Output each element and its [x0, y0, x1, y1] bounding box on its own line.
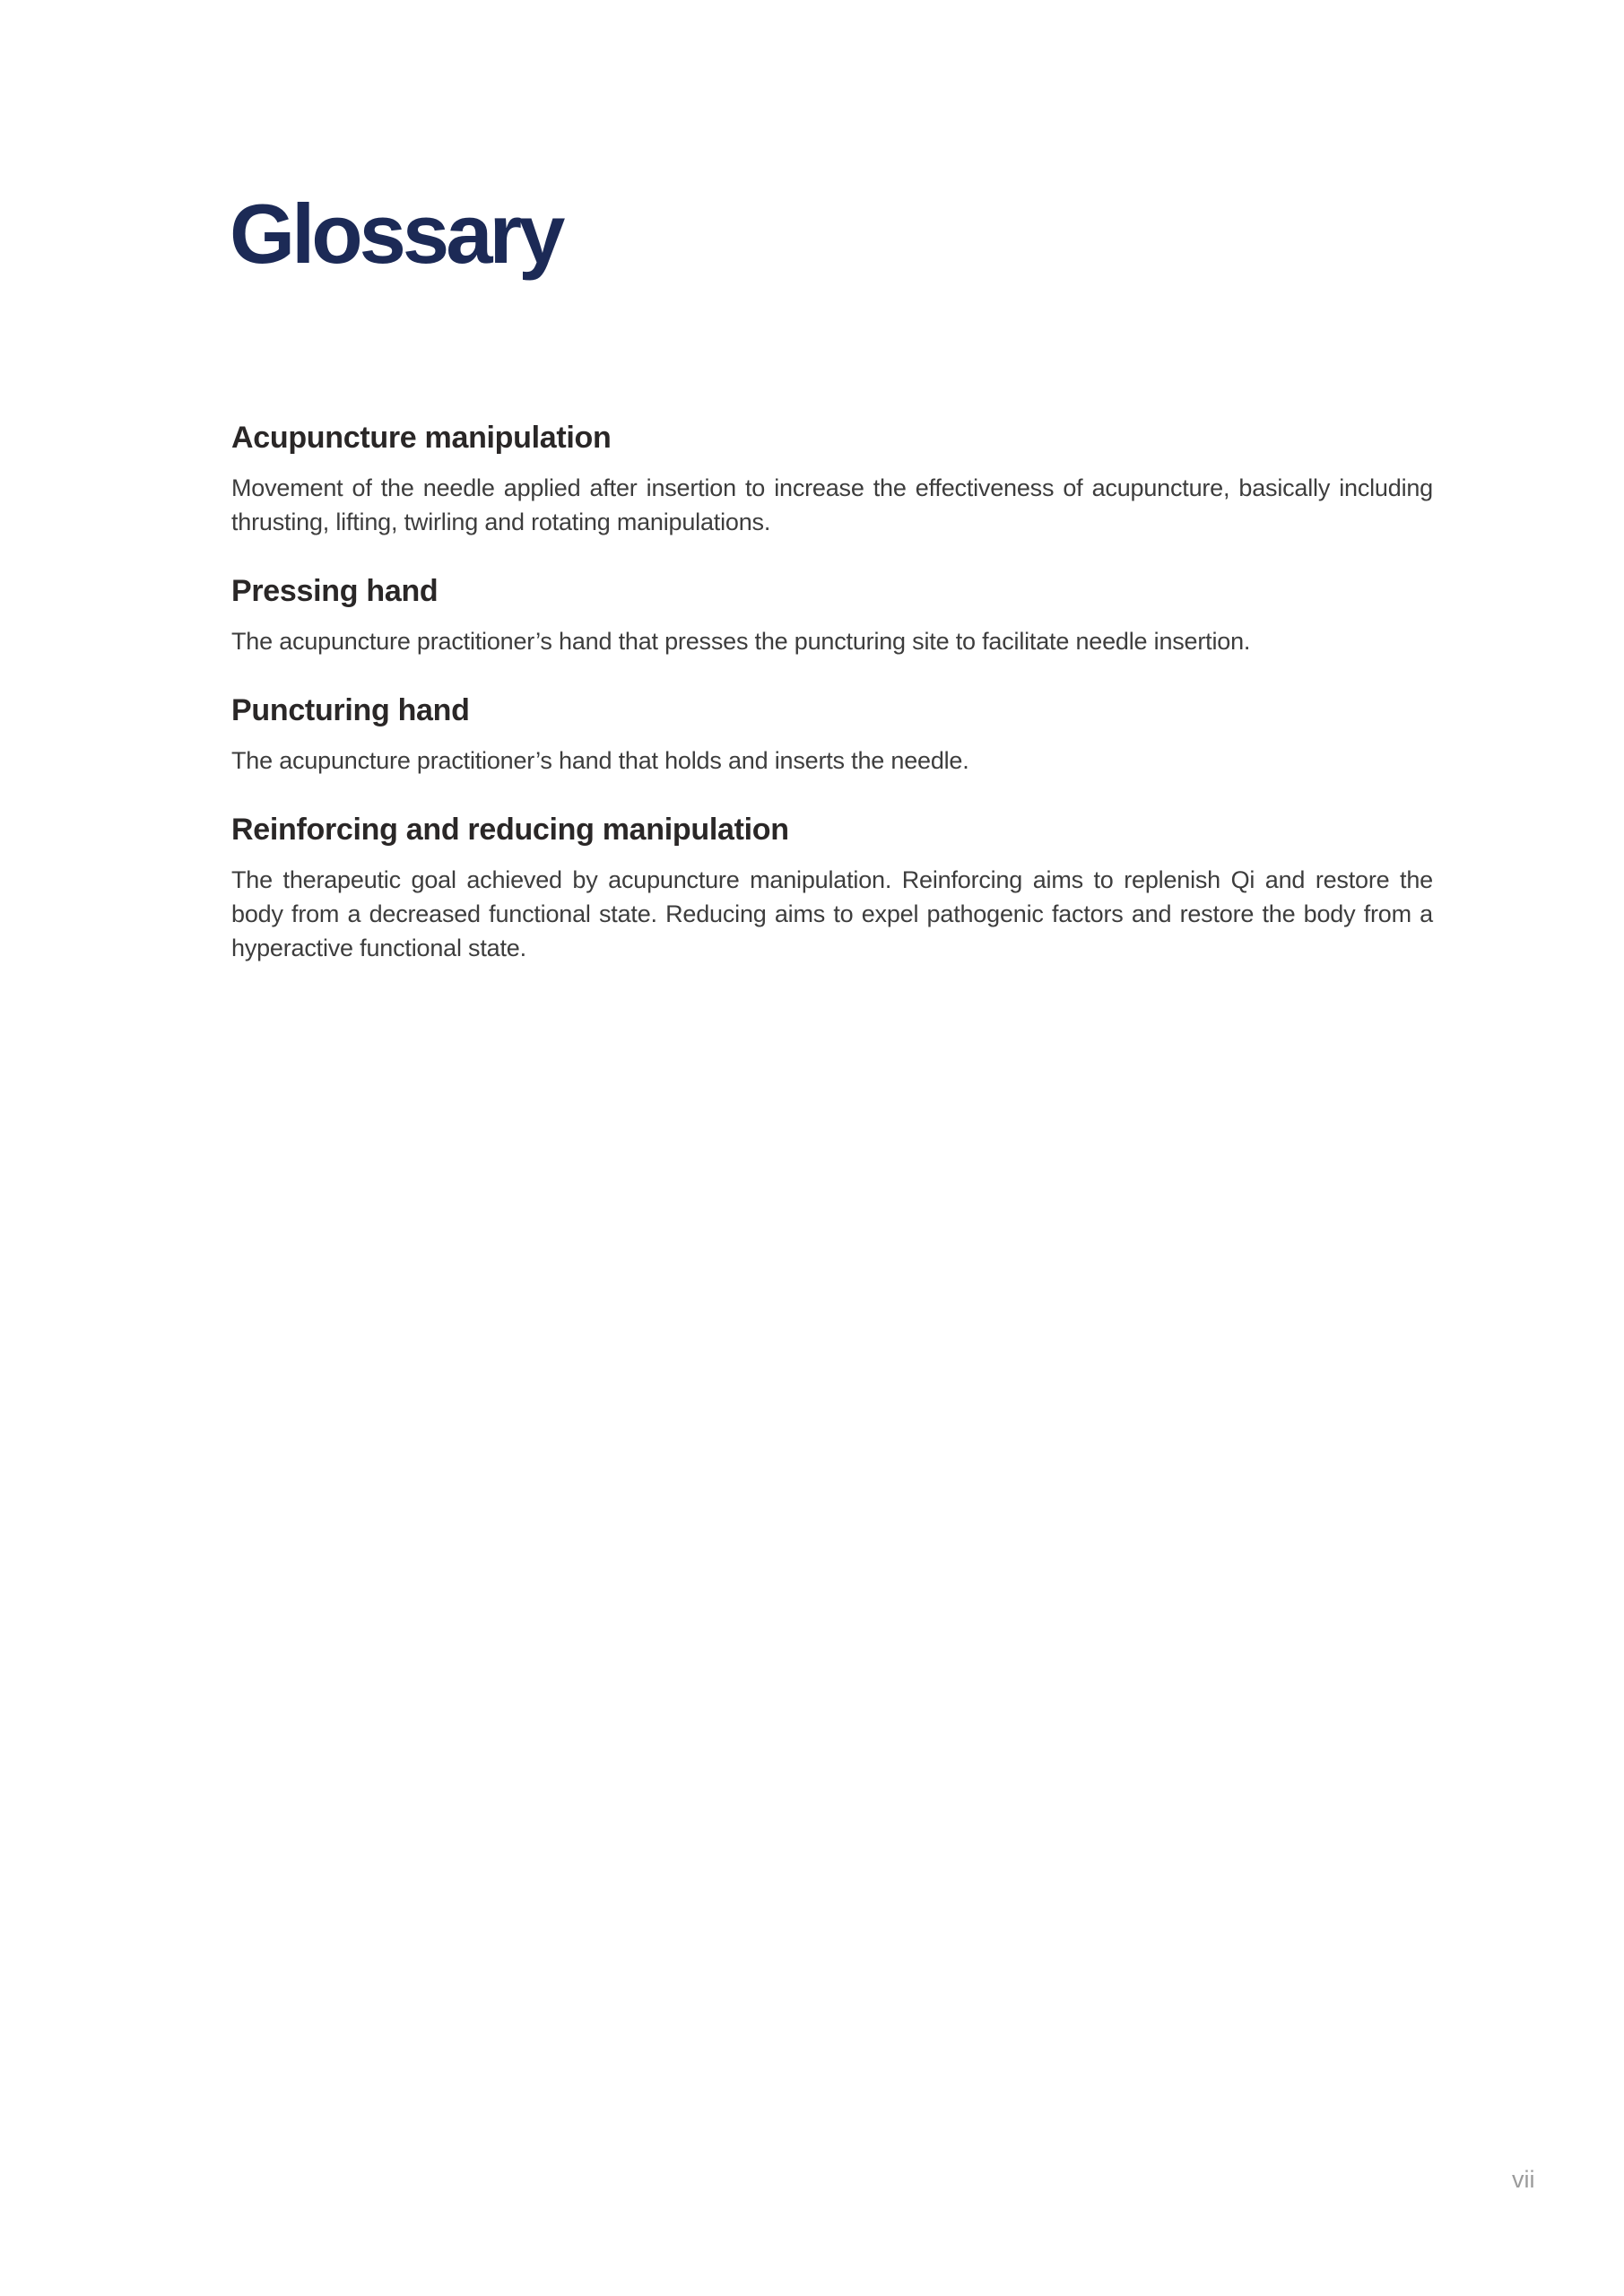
- glossary-entry: [231, 810, 1433, 965]
- glossary-entry: [231, 691, 1433, 778]
- term-definition: The acupuncture practitioner’s hand that presses the puncturing site to facilitate needle insertion.: [231, 628, 1251, 655]
- glossary-entry: [231, 571, 1433, 658]
- term-heading: Puncturing hand: [231, 693, 470, 727]
- glossary-entry: [231, 418, 1433, 539]
- page-number: vii: [1512, 2166, 1535, 2193]
- term-definition: The acupuncture practitioner’s hand that holds and inserts the needle.: [231, 747, 969, 774]
- term-definition: The therapeutic goal achieved by acupuncture manipulation. Reinforcing aims to replenish Qi and restore the body from a decreased functional state. Reducing aims to expel pathogenic factors and restore the body from a hyperactive functional state.: [231, 866, 1433, 961]
- glossary-content: [231, 418, 1433, 965]
- term-heading: Acupuncture manipulation: [231, 421, 612, 455]
- page-title: Glossary: [230, 187, 562, 281]
- term-definition: Movement of the needle applied after insertion to increase the effectiveness of acupuncture, basically including thrusting, lifting, twirling and rotating manipulations.: [231, 474, 1433, 535]
- term-heading: Reinforcing and reducing manipulation: [231, 813, 789, 847]
- term-heading: Pressing hand: [231, 574, 439, 608]
